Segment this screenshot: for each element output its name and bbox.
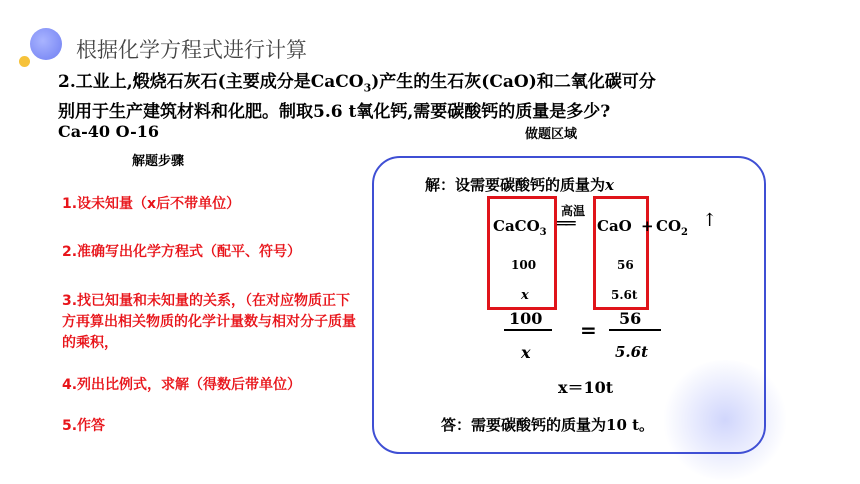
decorative-circle-yellow xyxy=(19,56,30,67)
decorative-circle-blue xyxy=(30,28,62,60)
fraction-left-denominator: x xyxy=(521,343,531,362)
problem-line1-pre: 2.工业上,煅烧石灰石(主要成分是CaCO xyxy=(58,72,364,92)
product1-formula: CaO xyxy=(597,217,632,235)
reactant-formula-sub: 3 xyxy=(539,227,547,238)
fraction-right-denominator: 5.6t xyxy=(615,343,649,361)
work-area-label: 做题区域 xyxy=(525,127,578,142)
reactant-formula xyxy=(493,217,547,238)
step-3: 3.找已知量和未知量的关系，（在对应物质正下方再算出相关物质的化学计量数与相对分子质量的乘积， xyxy=(62,293,356,351)
known-mass: 5.6t xyxy=(611,288,638,302)
solution-let-var: x xyxy=(605,176,614,194)
fraction-right-line xyxy=(609,329,661,331)
steps-label: 解题步骤 xyxy=(132,154,185,169)
gas-arrow-icon: ↑ xyxy=(702,210,718,231)
mass-product: 56 xyxy=(617,258,634,272)
problem-statement xyxy=(58,70,818,124)
problem-line2: 别用于生产建筑材料和化肥。制取5.6 t氧化钙,需要碳酸钙的质量是多少? xyxy=(58,102,611,123)
reaction-condition: 高温 xyxy=(561,204,586,218)
step-2: 2.准确写出化学方程式（配平、符号） xyxy=(62,244,302,260)
atomic-masses: Ca-40 O-16 xyxy=(58,122,160,141)
fraction-right-numerator: 56 xyxy=(619,309,642,328)
problem-line1-sub: 3 xyxy=(363,81,372,95)
reaction-equals: ══ xyxy=(557,214,574,234)
reactant-formula-main: CaCO xyxy=(493,217,540,235)
fraction-equals: = xyxy=(580,318,597,342)
product2-formula-sub: 2 xyxy=(681,227,688,238)
step-5: 5.作答 xyxy=(62,418,106,434)
section-title: 根据化学方程式进行计算 xyxy=(76,38,307,62)
product2-formula xyxy=(656,217,688,238)
step-4: 4.列出比例式，求解（得数后带单位） xyxy=(62,377,302,393)
solution-let-text: 解：设需要碳酸钙的质量为 xyxy=(425,176,606,194)
mass-reactant: 100 xyxy=(511,258,537,272)
problem-line1-post: )产生的生石灰(CaO)和二氧化碳可分 xyxy=(371,72,656,92)
solution-let xyxy=(425,174,614,195)
product2-formula-main: CO xyxy=(656,217,682,235)
fraction-left-line xyxy=(504,329,552,331)
solution-result: x＝10t xyxy=(558,378,614,397)
unknown-mass: x xyxy=(521,288,529,303)
solution-answer: 答：需要碳酸钙的质量为10 t。 xyxy=(441,416,655,434)
fraction-left-numerator: 100 xyxy=(509,309,543,328)
work-area-box xyxy=(372,156,766,454)
step-1: 1.设未知量（x后不带单位） xyxy=(62,196,241,212)
plus-sign: + xyxy=(641,217,654,235)
